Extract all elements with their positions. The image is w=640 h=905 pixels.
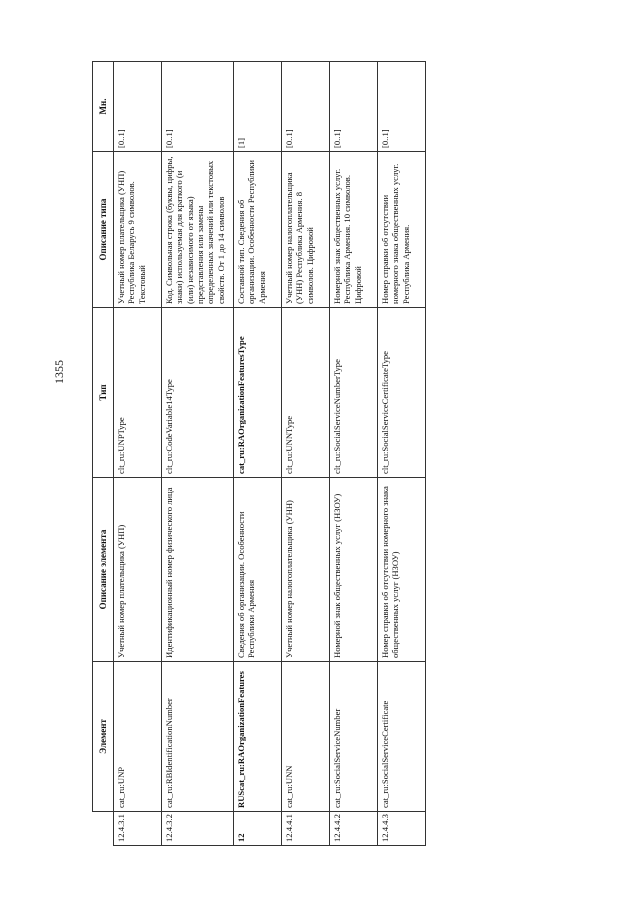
row-mult: [1] — [234, 62, 282, 152]
row-number: 12.4.4.2 — [330, 812, 378, 846]
row-type-desc: Составной тип. Сведения об организации. Особенности Республики Армения — [234, 152, 282, 308]
row-number: 12.4.3.1 — [114, 812, 162, 846]
header-element: Элемент — [93, 662, 114, 812]
row-element: RUScat_ru:RAOrganizationFeatures — [234, 662, 282, 812]
row-type: clt_ru:UNNType — [282, 308, 330, 478]
row-element-desc: Учетный номер налогоплательщика (УНН) — [282, 478, 330, 662]
table-row — [378, 62, 426, 846]
row-element: cat_ru:RBIdentificationNumber — [162, 662, 234, 812]
header-num-cell — [93, 812, 114, 846]
table-header-row — [93, 62, 114, 846]
row-mult: [0..1] — [114, 62, 162, 152]
page-number: 1355 — [52, 360, 66, 384]
row-number: 12.4.3.2 — [162, 812, 234, 846]
row-mult: [0..1] — [378, 62, 426, 152]
table-container — [92, 62, 532, 846]
row-element: cat_ru:SocialServiceNumber — [330, 662, 378, 812]
row-element: cat_ru:UNN — [282, 662, 330, 812]
row-type-desc: Код. Символьная строка (буквы, цифры, знаки) используемая для краткого (и (или) независимого от языка) представления или замены определенных значений или текстовых свойств. От 1 до 14 символов — [162, 152, 234, 308]
row-type-desc: Номер справки об отсутствии номерного знака общественных услуг. Республика Армения. — [378, 152, 426, 308]
spec-table — [92, 61, 426, 846]
header-type: Тип — [93, 308, 114, 478]
row-number: 12.4.4.3 — [378, 812, 426, 846]
row-element-desc: Учетный номер плательщика (УНП) — [114, 478, 162, 662]
row-type: clt_ru:CodeVariable14Type — [162, 308, 234, 478]
row-mult: [0..1] — [162, 62, 234, 152]
row-element-desc: Номерной знак общественных услуг (НЗОУ) — [330, 478, 378, 662]
row-element: cat_ru:UNP — [114, 662, 162, 812]
header-element-desc: Описание элемента — [93, 478, 114, 662]
row-type-desc: Номерной знак общественных услуг. Республика Армения. 10 символов. Цифровой — [330, 152, 378, 308]
table-row-section — [234, 62, 282, 846]
table-row — [114, 62, 162, 846]
row-number: 12 — [234, 812, 282, 846]
row-type: clt_ru:SocialServiceNumberType — [330, 308, 378, 478]
header-mult: Мн. — [93, 62, 114, 152]
row-type: clt_ru:SocialServiceCertificateType — [378, 308, 426, 478]
row-element-desc: Номер справки об отсутствии номерного знака общественных услуг (НЗОУ) — [378, 478, 426, 662]
row-type-desc: Учетный номер плательщика (УНП) Республика Беларусь 9 символов. Текстовый — [114, 152, 162, 308]
row-mult: [0..1] — [330, 62, 378, 152]
header-type-desc: Описание типа — [93, 152, 114, 308]
table-row — [162, 62, 234, 846]
row-element: cat_ru:SocialServiceCertificate — [378, 662, 426, 812]
row-type-desc: Учетный номер налогоплательщика (УНН) Республика Армения. 8 символов. Цифровой — [282, 152, 330, 308]
row-type: clt_ru:UNPType — [114, 308, 162, 478]
row-number: 12.4.4.1 — [282, 812, 330, 846]
row-type: cat_ru:RAOrganizationFeaturesType — [234, 308, 282, 478]
row-element-desc: Идентификационный номер физического лица — [162, 478, 234, 662]
row-element-desc: Сведения об организации. Особенности Республики Армения — [234, 478, 282, 662]
row-mult: [0..1] — [282, 62, 330, 152]
table-row — [282, 62, 330, 846]
table-row — [330, 62, 378, 846]
